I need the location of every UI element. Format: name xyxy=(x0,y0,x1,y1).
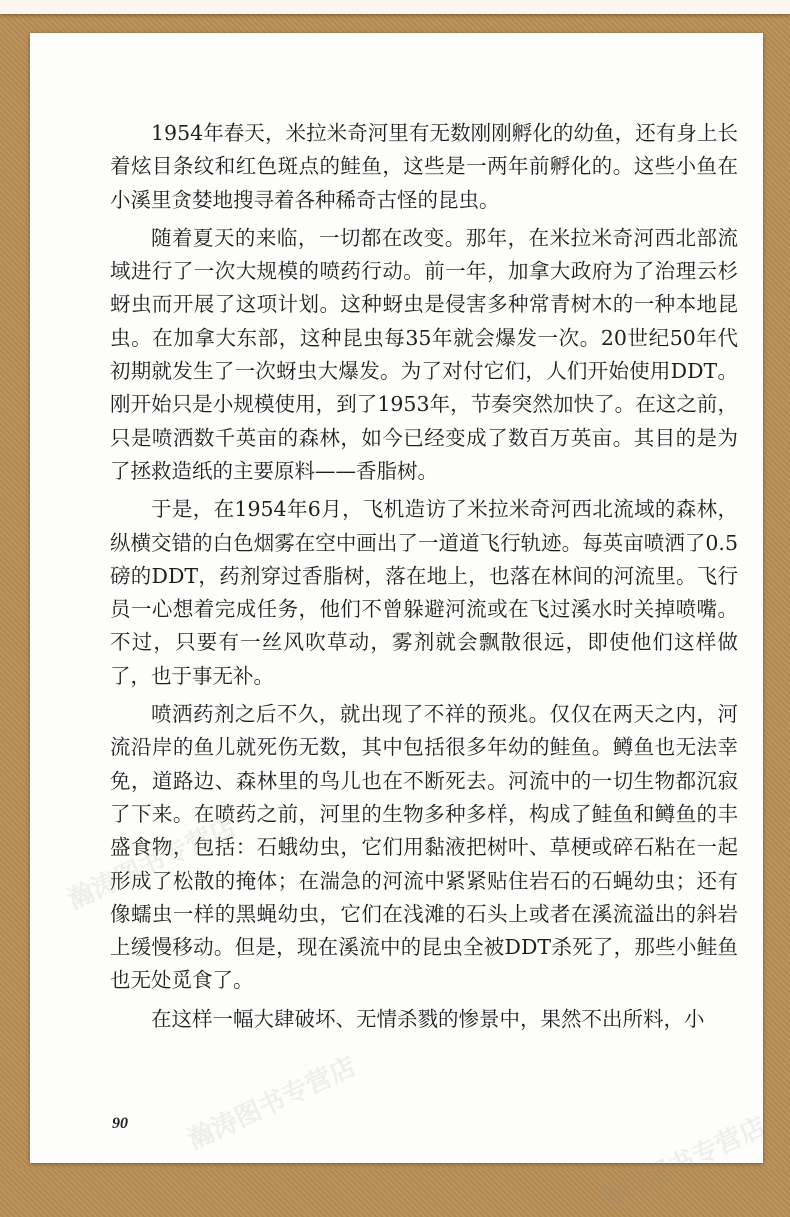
page-number: 90 xyxy=(112,1115,128,1132)
book-page xyxy=(30,33,771,1216)
paragraph-3: 于是，在1954年6月，飞机造访了米拉米奇河西北流域的森林，纵横交错的白色烟雾在空中画出了一道道飞行轨迹。每英亩喷洒了0.5磅的DDT，药剂穿过香脂树，落在地上，也落在林间的河流里。飞行员一心想着完成任务，他们不曾躲避河流或在飞过溪水时关掉喷嘴。不过，只要有一丝风吹草动，雾剂就会飘散很远，即使他们这样做了，也于事无补。 xyxy=(110,497,738,688)
watermark: 瀚涛图书专营店 xyxy=(63,811,241,916)
paragraph-2: 随着夏天的来临，一切都在改变。那年，在米拉米奇河西北部流域进行了一次大规模的喷药行动。前一年，加拿大政府为了治理云杉蚜虫而开展了这项计划。这种蚜虫是侵害多种常青树木的一种本地昆虫。在加拿大东部，这种昆虫每35年就会爆发一次。20世纪50年代初期就发生了一次蚜虫大爆发。为了对付它们，人们开始使用DDT。刚开始只是小规模使用，到了1953年，节奏突然加快了。在这之前，只是喷洒数千英亩的森林，如今已经变成了数百万英亩。其目的是为了拯救造纸的主要原料——香脂树。 xyxy=(110,225,738,483)
body-text xyxy=(110,117,738,1041)
watermark: 瀚涛图书专营店 xyxy=(593,1111,771,1216)
watermark: 瀚涛图书专营店 xyxy=(183,1051,361,1156)
paragraph-4: 喷洒药剂之后不久，就出现了不祥的预兆。仅仅在两天之内，河流沿岸的鱼儿就死伤无数，其中包括很多年幼的鲑鱼。鳟鱼也无法幸免，道路边、森林里的鸟儿也在不断死去。河流中的一切生物都沉寂了下来。在喷药之前，河里的生物多种多样，构成了鲑鱼和鳟鱼的丰盛食物，包括：石蛾幼虫，它们用黏液把树叶、草梗或碎石粘在一起形成了松散的掩体；在湍急的河流中紧紧贴住岩石的石蝇幼虫；还有像蠕虫一样的黑蝇幼虫，它们在浅滩的石头上或者在溪流溢出的斜岩上缓慢移动。但是，现在溪流中的昆虫全被DDT杀死了，那些小鲑鱼也无处觅食了。 xyxy=(110,702,738,993)
paragraph-1: 1954年春天，米拉米奇河里有无数刚刚孵化的幼鱼，还有身上长着炫目条纹和红色斑点的鲑鱼，这些是一两年前孵化的。这些小鱼在小溪里贪婪地搜寻着各种稀奇古怪的昆虫。 xyxy=(110,121,738,212)
top-band xyxy=(0,0,790,14)
paragraph-5: 在这样一幅大肆破坏、无情杀戮的惨景中，果然不出所料，小 xyxy=(151,1006,705,1031)
